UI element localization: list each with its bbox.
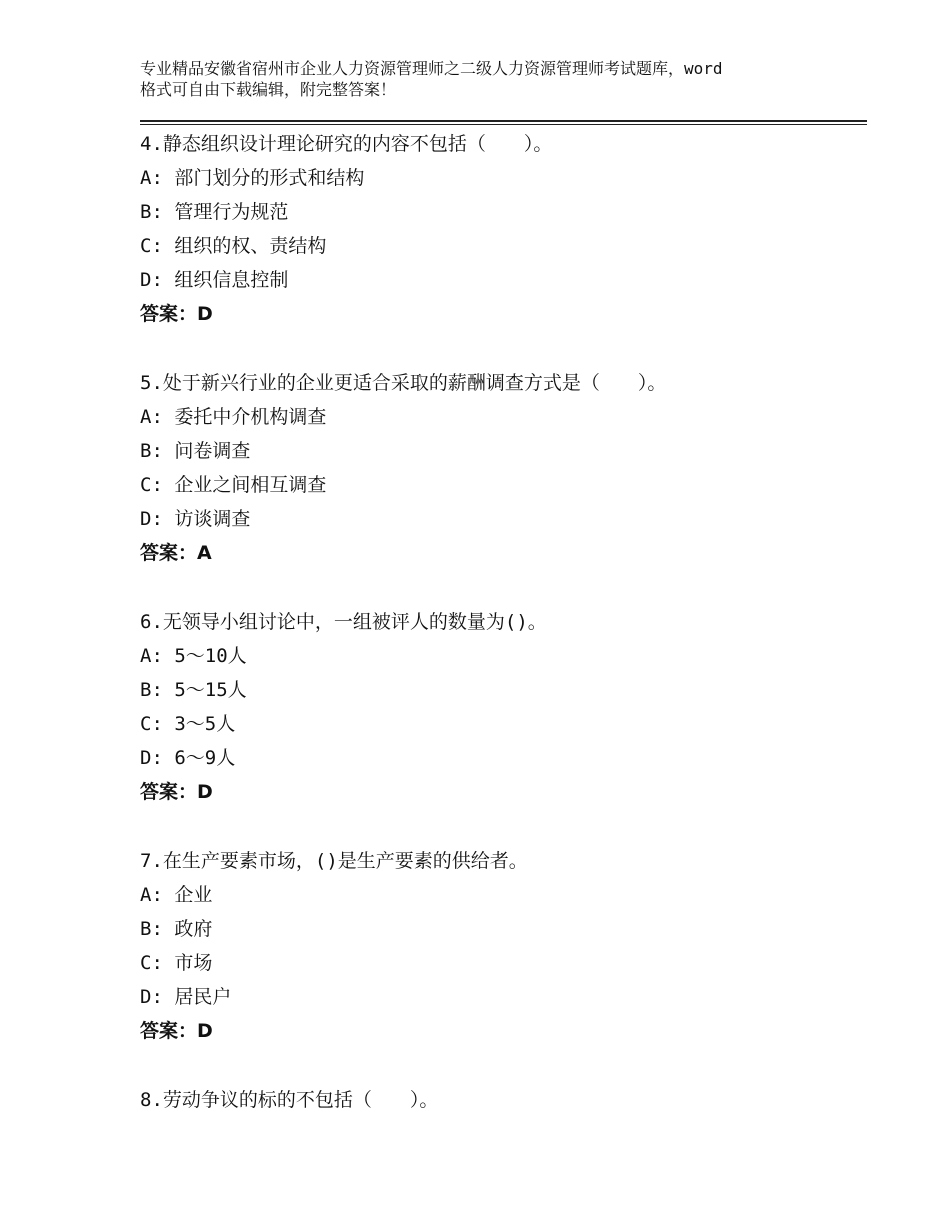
answer-value: D [197, 781, 213, 803]
answer-line [140, 536, 860, 570]
question-stem: 8.劳动争议的标的不包括（ ）。 [140, 1089, 439, 1111]
option-b [140, 195, 860, 229]
question-7 [140, 844, 860, 1048]
option-letter: C: [140, 235, 163, 257]
option-letter: B: [140, 440, 163, 462]
answer-line [140, 775, 860, 809]
option-a [140, 878, 860, 912]
question-stem: 6.无领导小组讨论中，一组被评人的数量为()。 [140, 611, 547, 633]
option-b [140, 912, 860, 946]
option-letter: D: [140, 986, 163, 1008]
answer-value: A [197, 542, 212, 564]
option-c [140, 707, 860, 741]
option-a [140, 161, 860, 195]
option-letter: C: [140, 713, 163, 735]
option-text: 问卷调查 [174, 440, 251, 462]
option-d [140, 741, 860, 775]
answer-value: D [197, 1020, 213, 1042]
document-header [140, 58, 830, 100]
option-b [140, 673, 860, 707]
header-line-2: 格式可自由下载编辑，附完整答案！ [140, 80, 397, 99]
question-8 [140, 1083, 860, 1117]
answer-line [140, 297, 860, 331]
option-letter: B: [140, 201, 163, 223]
option-letter: A: [140, 167, 163, 189]
option-text: 5～10人 [174, 645, 247, 667]
option-letter: D: [140, 508, 163, 530]
option-c [140, 468, 860, 502]
option-d [140, 980, 860, 1014]
option-c [140, 946, 860, 980]
option-letter: B: [140, 918, 163, 940]
question-stem: 7.在生产要素市场，()是生产要素的供给者。 [140, 850, 528, 872]
answer-value: D [197, 303, 213, 325]
option-text: 访谈调查 [174, 508, 251, 530]
option-letter: A: [140, 406, 163, 428]
option-text: 组织信息控制 [174, 269, 289, 291]
answer-line [140, 1014, 860, 1048]
option-text: 企业之间相互调查 [174, 474, 327, 496]
question-5 [140, 366, 860, 570]
option-letter: A: [140, 884, 163, 906]
option-d [140, 502, 860, 536]
answer-label: 答案： [140, 542, 198, 564]
option-text: 企业 [174, 884, 213, 906]
option-letter: B: [140, 679, 163, 701]
option-text: 部门划分的形式和结构 [174, 167, 365, 189]
question-6 [140, 605, 860, 809]
option-letter: D: [140, 747, 163, 769]
answer-label: 答案： [140, 303, 198, 325]
option-text: 5～15人 [174, 679, 247, 701]
option-c [140, 229, 860, 263]
question-stem: 5.处于新兴行业的企业更适合采取的薪酬调查方式是（ ）。 [140, 372, 667, 394]
option-letter: A: [140, 645, 163, 667]
option-b [140, 434, 860, 468]
answer-label: 答案： [140, 781, 198, 803]
option-letter: C: [140, 952, 163, 974]
option-d [140, 263, 860, 297]
option-a [140, 639, 860, 673]
option-text: 政府 [174, 918, 213, 940]
answer-label: 答案： [140, 1020, 198, 1042]
option-text: 6～9人 [174, 747, 236, 769]
option-letter: D: [140, 269, 163, 291]
option-text: 管理行为规范 [174, 201, 289, 223]
header-line-1: 专业精品安徽省宿州市企业人力资源管理师之二级人力资源管理师考试题库，word [140, 59, 723, 78]
option-a [140, 400, 860, 434]
question-4 [140, 127, 860, 331]
question-stem: 4.静态组织设计理论研究的内容不包括（ ）。 [140, 133, 553, 155]
option-text: 居民户 [174, 986, 232, 1008]
option-text: 市场 [174, 952, 213, 974]
option-text: 组织的权、责结构 [174, 235, 327, 257]
option-text: 委托中介机构调查 [174, 406, 327, 428]
option-letter: C: [140, 474, 163, 496]
option-text: 3～5人 [174, 713, 236, 735]
header-divider [140, 120, 867, 125]
